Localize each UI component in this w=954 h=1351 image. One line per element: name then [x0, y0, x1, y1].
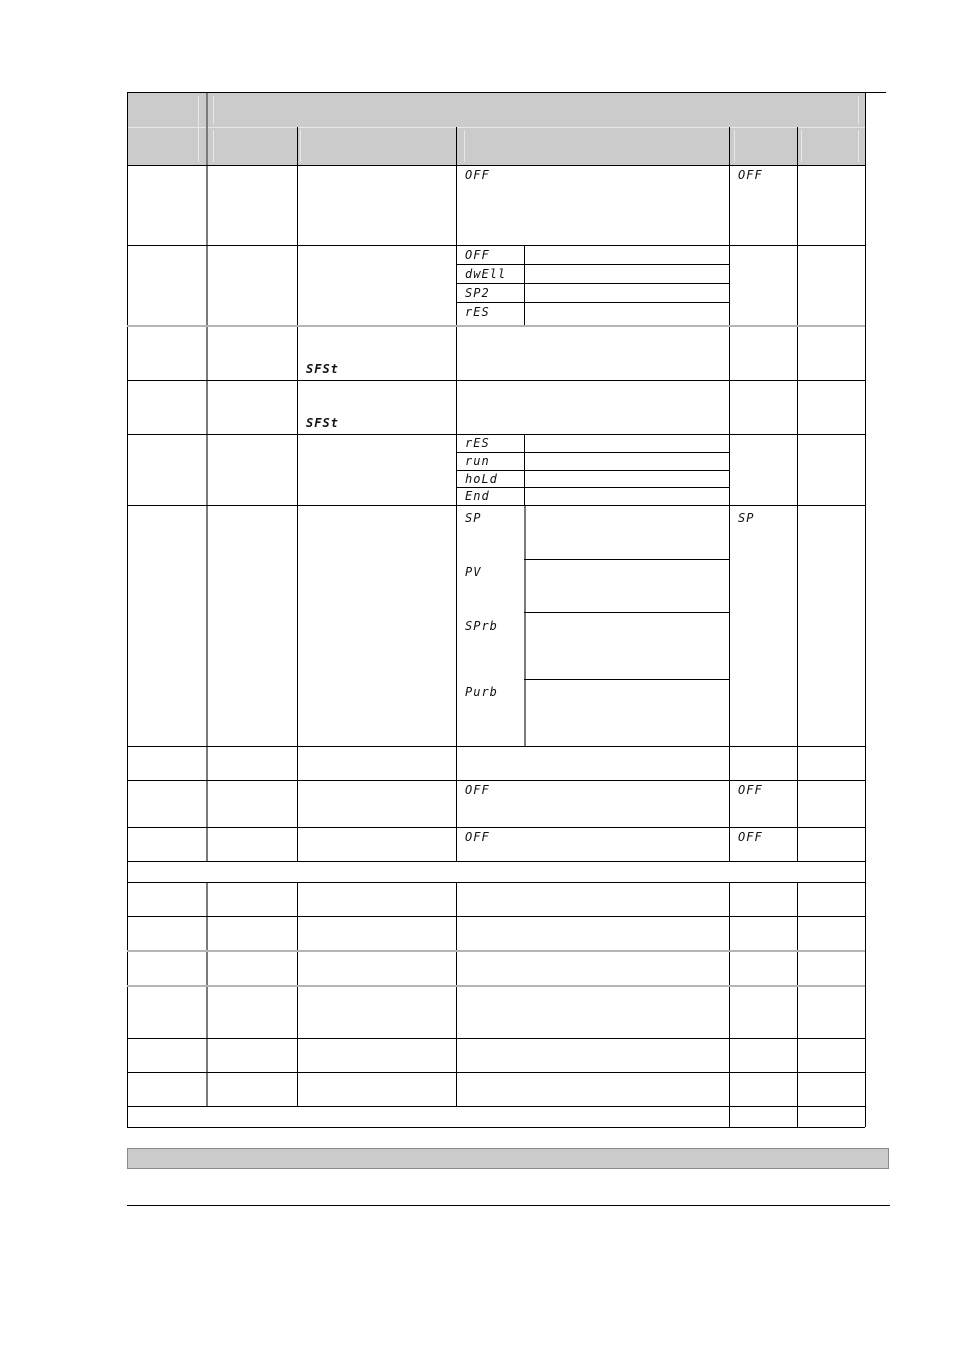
page-bottom-rule: [127, 1205, 890, 1206]
col-line-4b: [729, 882, 730, 1127]
r6-option-2: SPrb: [465, 619, 498, 633]
r2-option-0: OFF: [465, 248, 490, 262]
header-emboss-5: [300, 130, 301, 162]
r5-option-0: rES: [465, 436, 490, 450]
row-line-1038: [127, 1038, 865, 1039]
col-line-4a: [729, 127, 730, 861]
row-line-1127: [127, 1127, 865, 1128]
r2-option-2: SP2: [465, 286, 490, 300]
table-title-row: [127, 93, 865, 127]
header-emboss-9: [858, 130, 859, 162]
row-line-985: [127, 985, 865, 987]
r5-option-2: hoLd: [465, 472, 498, 486]
header-emboss-7: [734, 130, 735, 162]
r6-sub-3: [524, 679, 729, 680]
header-emboss-4: [213, 130, 214, 162]
r9-default-code: OFF: [738, 830, 763, 844]
row-line-861: [127, 861, 865, 862]
col-line-3a: [456, 127, 457, 861]
footer-shaded-bar: [127, 1148, 889, 1169]
row-line-916: [127, 916, 865, 917]
r8-option-code: OFF: [465, 783, 490, 797]
header-divider: [127, 127, 865, 128]
col-line-5b: [797, 882, 798, 1127]
r6-sub-2: [524, 612, 729, 613]
r5-option-3: End: [465, 489, 490, 503]
r2-sub-2: [456, 283, 729, 284]
r8-default-code: OFF: [738, 783, 763, 797]
r6-option-3: Purb: [465, 685, 498, 699]
header-emboss-1: [198, 96, 199, 162]
row-line-827: [127, 827, 865, 828]
row-line-380: [127, 380, 865, 381]
r5-sub-1: [456, 452, 729, 453]
row-line-746: [127, 746, 865, 747]
r3-name-code: SFSt: [306, 362, 339, 376]
header-emboss-3: [858, 96, 859, 124]
row-line-505: [127, 505, 865, 506]
row-line-325: [127, 325, 865, 327]
r2-sub-3: [456, 302, 729, 303]
row-line-1072: [127, 1072, 865, 1073]
row-line-882: [127, 882, 865, 883]
r6-sub-1: [524, 559, 729, 560]
r2-option-3: rES: [465, 305, 490, 319]
table-right-border: [865, 93, 866, 1127]
r9-option-code: OFF: [465, 830, 490, 844]
header-emboss-2: [213, 96, 214, 124]
row-line-1106: [127, 1106, 865, 1107]
r4-name-code: SFSt: [306, 416, 339, 430]
row-line-780: [127, 780, 865, 781]
header-emboss-6: [464, 130, 465, 162]
col-line-2a: [297, 127, 298, 861]
r1-default-code: OFF: [738, 168, 763, 182]
subcol-r6: [524, 505, 526, 746]
r5-option-1: run: [465, 454, 490, 468]
row-line-245: [127, 245, 865, 246]
table-header-row: [127, 127, 865, 165]
r6-option-1: PV: [465, 565, 482, 579]
r6-default-code: SP: [738, 511, 755, 525]
row-line-950: [127, 950, 865, 952]
r5-sub-3: [456, 487, 729, 488]
header-emboss-8: [801, 130, 802, 162]
r2-sub-1: [456, 264, 729, 265]
table-left-border: [127, 93, 128, 1127]
r6-option-0: SP: [465, 511, 482, 525]
r2-option-1: dwEll: [465, 267, 507, 281]
row-line-165: [127, 165, 865, 166]
r5-sub-2: [456, 470, 729, 471]
row-line-434: [127, 434, 865, 435]
subcol-r2: [524, 245, 525, 325]
col-line-5a: [797, 127, 798, 861]
r1-option-code: OFF: [465, 168, 490, 182]
